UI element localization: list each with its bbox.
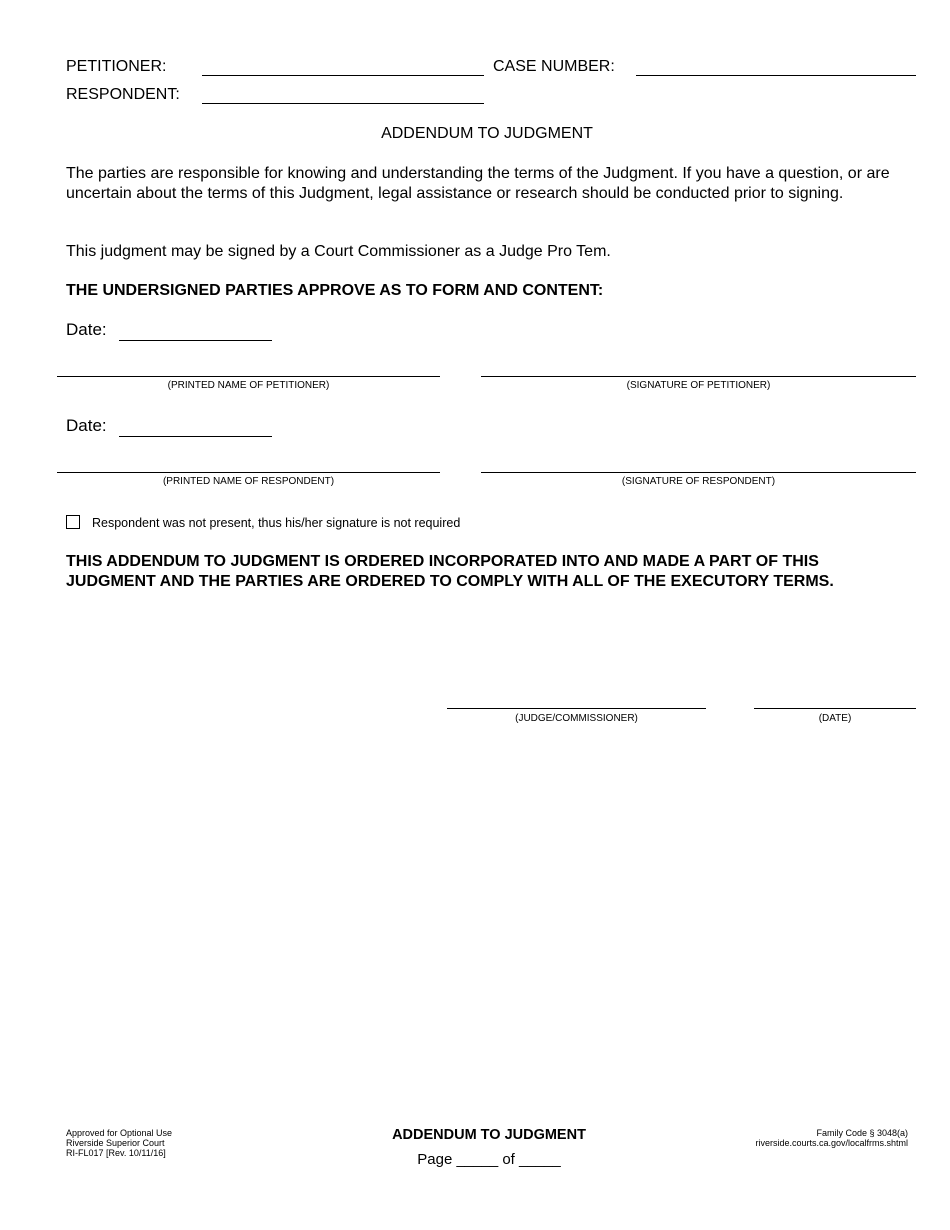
footer-title: ADDENDUM TO JUDGMENT	[392, 1127, 586, 1143]
respondent-input[interactable]	[202, 85, 486, 103]
petitioner-date-underline	[119, 340, 272, 341]
petitioner-signature-caption: (SIGNATURE OF PETITIONER)	[626, 380, 771, 391]
petitioner-printed-name-caption: (PRINTED NAME OF PETITIONER)	[167, 380, 330, 391]
footer-page-number: Page _____ of _____	[417, 1151, 561, 1168]
respondent-not-present-label: Respondent was not present, thus his/her signature is not required	[92, 516, 461, 530]
footer-court: Riverside Superior Court	[66, 1138, 165, 1148]
footer-form-number: RI-FL017 [Rev. 10/11/16]	[66, 1148, 166, 1158]
petitioner-date-label: Date:	[66, 320, 107, 339]
respondent-date-label: Date:	[66, 416, 107, 435]
case-number-underline	[636, 75, 916, 76]
footer-approved: Approved for Optional Use	[66, 1128, 173, 1138]
respondent-date-input[interactable]	[119, 417, 273, 435]
petitioner-label: PETITIONER:	[66, 58, 167, 75]
respondent-printed-name-caption: (PRINTED NAME OF RESPONDENT)	[162, 476, 335, 487]
footer-website: riverside.courts.ca.gov/localfrms.shtml	[755, 1138, 908, 1148]
petitioner-input[interactable]	[202, 57, 486, 75]
footer-family-code: Family Code § 3048(a)	[816, 1128, 908, 1138]
judge-date-caption: (DATE)	[818, 713, 852, 724]
judge-signature-line[interactable]	[447, 708, 706, 709]
judge-caption: (JUDGE/COMMISSIONER)	[515, 713, 638, 724]
commissioner-paragraph: This judgment may be signed by a Court Commissioner as a Judge Pro Tem.	[66, 243, 611, 260]
petitioner-printed-name-line[interactable]	[57, 376, 440, 377]
order-text: THIS ADDENDUM TO JUDGMENT IS ORDERED INCORPORATED INTO AND MADE A PART OF THIS JUDGMENT AND THE PARTIES ARE ORDERED TO COMPLY WITH ALL OF THE EXECUTORY TERMS.	[66, 553, 834, 590]
case-number-label: CASE NUMBER:	[493, 58, 615, 75]
petitioner-signature-line[interactable]	[481, 376, 916, 377]
respondent-date-underline	[119, 436, 272, 437]
respondent-not-present-checkbox[interactable]	[66, 515, 80, 529]
judge-date-line[interactable]	[754, 708, 916, 709]
petitioner-date-input[interactable]	[119, 321, 273, 339]
form-title: ADDENDUM TO JUDGMENT	[381, 125, 593, 142]
respondent-printed-name-line[interactable]	[57, 472, 440, 473]
case-number-input[interactable]	[636, 57, 918, 75]
respondent-signature-line[interactable]	[481, 472, 916, 473]
responsibility-paragraph: The parties are responsible for knowing and understanding the terms of the Judgment. If you have a question, or are uncertain about the terms of this Judgment, legal assistance or research should be conducted prior to signing.	[66, 165, 890, 202]
respondent-signature-caption: (SIGNATURE OF RESPONDENT)	[621, 476, 776, 487]
respondent-label: RESPONDENT:	[66, 86, 180, 103]
petitioner-underline	[202, 75, 484, 76]
approve-heading: THE UNDERSIGNED PARTIES APPROVE AS TO FORM AND CONTENT:	[66, 282, 604, 299]
respondent-underline	[202, 103, 484, 104]
